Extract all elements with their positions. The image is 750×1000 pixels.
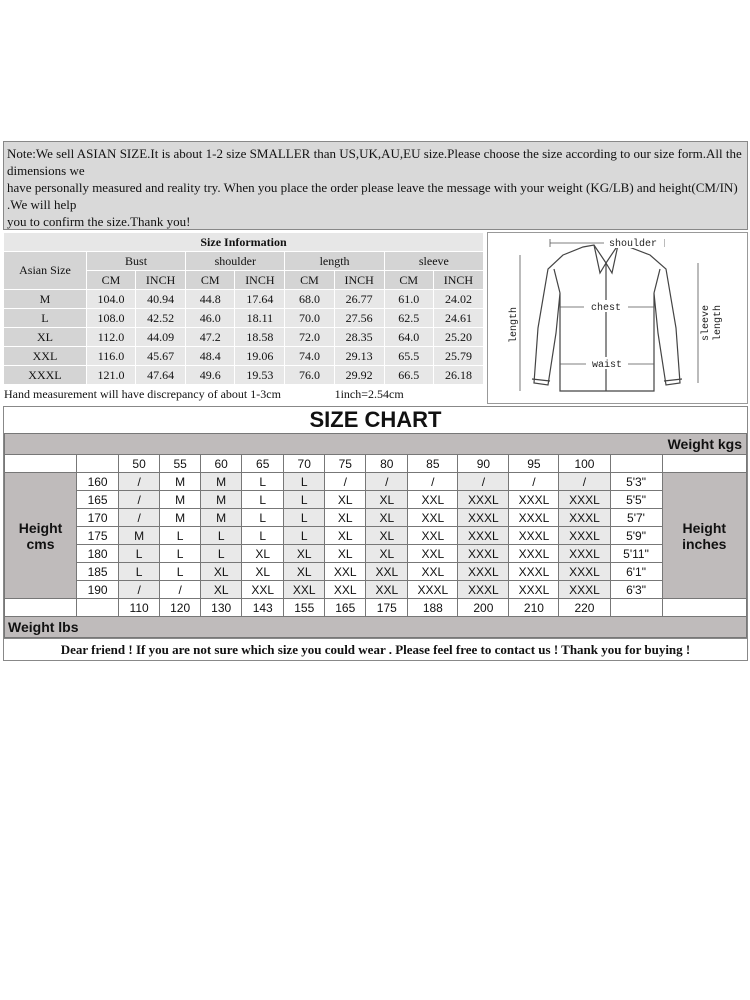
unit-inch: INCH <box>433 271 483 290</box>
footer-message: Dear friend ! If you are not sure which size you could wear . Please feel free to contact us ! Thank you for buying ! <box>3 639 748 661</box>
measurement-footnote: Hand measurement will have discrepancy of about 1-3cm <box>4 385 335 404</box>
weight-lbs: 200 <box>458 599 509 617</box>
size-cell: / <box>119 581 160 599</box>
label-length: length <box>509 306 521 344</box>
size-cell: XL <box>325 509 366 527</box>
group-sleeve: sleeve <box>384 252 483 271</box>
size-cell: M <box>160 491 201 509</box>
size-chart-title: SIZE CHART <box>309 407 442 432</box>
height-inch: 5'9" <box>610 527 662 545</box>
measurement-value: 64.0 <box>384 328 433 347</box>
weight-kg-row <box>5 455 747 473</box>
measurement-value: 66.5 <box>384 366 433 385</box>
weight-lbs-row <box>5 599 747 617</box>
size-cell: M <box>160 473 201 491</box>
size-information-table <box>3 232 484 404</box>
weight-lbs: 120 <box>160 599 201 617</box>
measurement-value: 108.0 <box>86 309 135 328</box>
measurement-value: 17.64 <box>235 290 285 309</box>
group-bust: Bust <box>86 252 185 271</box>
measurement-value: 70.0 <box>285 309 334 328</box>
blank-cell <box>5 599 77 617</box>
size-cell: XXL <box>408 527 458 545</box>
size-cell: L <box>284 491 325 509</box>
measurement-value: 47.64 <box>136 366 186 385</box>
measurement-value: 40.94 <box>136 290 186 309</box>
size-chart-row <box>5 491 747 509</box>
size-cell: XXL <box>242 581 284 599</box>
weight-lbs: 188 <box>408 599 458 617</box>
size-cell: L <box>242 491 284 509</box>
size-cell: XL <box>325 545 366 563</box>
size-chart-row <box>5 581 747 599</box>
size-label: XL <box>4 328 87 347</box>
height-cm: 180 <box>77 545 119 563</box>
size-cell: XXXL <box>559 545 610 563</box>
height-cm: 170 <box>77 509 119 527</box>
note-line-1: Note:We sell ASIAN SIZE.It is about 1-2 size SMALLER than US,UK,AU,EU size.Please choose the size according to our size form.All the dimensions we <box>7 146 742 178</box>
unit-cm: CM <box>86 271 135 290</box>
size-cell: XXXL <box>559 491 610 509</box>
unit-cm: CM <box>384 271 433 290</box>
label-chest: chest <box>591 303 622 314</box>
size-label: L <box>4 309 87 328</box>
size-cell: XXL <box>325 581 366 599</box>
height-inch: 5'7' <box>610 509 662 527</box>
asian-size-label: Asian Size <box>4 252 87 290</box>
measurement-value: 48.4 <box>186 347 235 366</box>
size-cell: / <box>559 473 610 491</box>
height-cm: 185 <box>77 563 119 581</box>
measurement-value: 112.0 <box>86 328 135 347</box>
measurement-value: 25.20 <box>433 328 483 347</box>
size-cell: XXXL <box>509 581 559 599</box>
height-inch: 6'1" <box>610 563 662 581</box>
size-cell: L <box>284 509 325 527</box>
size-cell: XL <box>242 545 284 563</box>
measurement-value: 24.02 <box>433 290 483 309</box>
size-cell: XXL <box>325 563 366 581</box>
size-cell: L <box>201 527 242 545</box>
height-inches-label-1: Height <box>682 519 727 536</box>
weight-lbs-label: Weight lbs <box>5 617 747 638</box>
size-cell: XXL <box>408 545 458 563</box>
size-cell: XXL <box>408 509 458 527</box>
size-cell: XXXL <box>509 545 559 563</box>
size-info-row <box>4 366 484 385</box>
unit-cm: CM <box>186 271 235 290</box>
weight-kg: 90 <box>458 455 509 473</box>
size-cell: XXXL <box>509 491 559 509</box>
size-cell: L <box>160 563 201 581</box>
size-cell: XL <box>284 563 325 581</box>
label-shoulder: shoulder <box>609 239 658 250</box>
measurement-value: 42.52 <box>136 309 186 328</box>
weight-kg: 50 <box>119 455 160 473</box>
size-info-row <box>4 290 484 309</box>
height-inch: 5'5" <box>610 491 662 509</box>
size-cell: XL <box>325 527 366 545</box>
measurement-value: 61.0 <box>384 290 433 309</box>
weight-lbs: 210 <box>509 599 559 617</box>
label-sleeve-length: length <box>713 304 725 342</box>
size-cell: L <box>119 545 160 563</box>
size-cell: XXXL <box>559 563 610 581</box>
size-cell: M <box>201 473 242 491</box>
measurement-value: 47.2 <box>186 328 235 347</box>
size-cell: / <box>509 473 559 491</box>
blank-cell <box>77 599 119 617</box>
weight-lbs: 155 <box>284 599 325 617</box>
measurement-value: 25.79 <box>433 347 483 366</box>
size-cell: / <box>119 491 160 509</box>
height-inches-label-2: inches <box>682 535 727 552</box>
size-cell: XL <box>242 563 284 581</box>
measurement-value: 104.0 <box>86 290 135 309</box>
height-inch: 6'3" <box>610 581 662 599</box>
weight-lbs: 110 <box>119 599 160 617</box>
size-cell: / <box>119 473 160 491</box>
size-cell: XXXL <box>458 581 509 599</box>
size-chart-grid <box>4 433 747 638</box>
size-cell: L <box>119 563 160 581</box>
weight-lbs: 220 <box>559 599 610 617</box>
weight-kg: 80 <box>366 455 408 473</box>
measurement-value: 44.8 <box>186 290 235 309</box>
size-cell: M <box>201 491 242 509</box>
height-inches-label <box>662 473 746 599</box>
measurement-value: 121.0 <box>86 366 135 385</box>
measurement-value: 29.13 <box>334 347 384 366</box>
measurement-value: 116.0 <box>86 347 135 366</box>
size-cell: XL <box>366 545 408 563</box>
measurement-value: 26.18 <box>433 366 483 385</box>
size-cell: XL <box>366 509 408 527</box>
size-cell: XXXL <box>509 527 559 545</box>
size-chart-row <box>5 563 747 581</box>
label-sleeve: sleeve <box>701 304 713 342</box>
group-shoulder: shoulder <box>186 252 285 271</box>
size-cell: XL <box>366 527 408 545</box>
size-cell: XXXL <box>559 527 610 545</box>
size-cell: L <box>284 473 325 491</box>
unit-cm: CM <box>285 271 334 290</box>
size-cell: XXXL <box>458 509 509 527</box>
size-cell: XXL <box>284 581 325 599</box>
measurement-value: 28.35 <box>334 328 384 347</box>
weight-kg: 60 <box>201 455 242 473</box>
weight-kg: 85 <box>408 455 458 473</box>
size-cell: / <box>160 581 201 599</box>
size-note <box>3 141 748 230</box>
size-cell: / <box>119 509 160 527</box>
weight-lbs: 165 <box>325 599 366 617</box>
measurement-value: 76.0 <box>285 366 334 385</box>
blank-cell <box>662 455 746 473</box>
size-cell: L <box>160 545 201 563</box>
size-cell: XL <box>201 581 242 599</box>
size-cell: XXXL <box>509 563 559 581</box>
size-cell: XL <box>201 563 242 581</box>
height-inch: 5'3" <box>610 473 662 491</box>
height-cms-label-2: cms <box>26 535 55 552</box>
size-cell: L <box>242 473 284 491</box>
blank-cell <box>662 599 746 617</box>
size-chart <box>3 406 748 639</box>
blank-cell <box>610 455 662 473</box>
shirt-diagram <box>487 232 748 404</box>
height-cm: 165 <box>77 491 119 509</box>
weight-kg: 65 <box>242 455 284 473</box>
size-label: XXXL <box>4 366 87 385</box>
weight-kg: 70 <box>284 455 325 473</box>
note-line-2: have personally measured and reality try. When you place the order please leave the message with your weight (KG/LB) and height(CM/IN) .We will help <box>7 180 738 212</box>
weight-kg: 95 <box>509 455 559 473</box>
size-cell: L <box>160 527 201 545</box>
size-cell: L <box>201 545 242 563</box>
note-line-3: you to confirm the size.Thank you! <box>7 214 191 229</box>
unit-inch: INCH <box>334 271 384 290</box>
group-length: length <box>285 252 384 271</box>
measurement-value: 18.58 <box>235 328 285 347</box>
size-cell: XXL <box>366 563 408 581</box>
measurement-value: 68.0 <box>285 290 334 309</box>
inch-conversion: 1inch=2.54cm <box>334 385 483 404</box>
size-info-row <box>4 309 484 328</box>
unit-inch: INCH <box>235 271 285 290</box>
size-info-row <box>4 328 484 347</box>
measurement-value: 72.0 <box>285 328 334 347</box>
size-cell: XXL <box>408 491 458 509</box>
measurement-value: 44.09 <box>136 328 186 347</box>
size-cell: XXXL <box>408 581 458 599</box>
blank-cell <box>5 455 77 473</box>
measurement-value: 45.67 <box>136 347 186 366</box>
size-cell: XXXL <box>509 509 559 527</box>
size-info-title: Size Information <box>4 233 484 252</box>
blank-cell <box>77 455 119 473</box>
measurement-value: 19.53 <box>235 366 285 385</box>
size-cell: XL <box>366 491 408 509</box>
size-cell: XXL <box>408 563 458 581</box>
weight-kg: 55 <box>160 455 201 473</box>
blank-cell <box>610 599 662 617</box>
size-cell: XXXL <box>458 527 509 545</box>
measurement-value: 49.6 <box>186 366 235 385</box>
size-chart-row <box>5 545 747 563</box>
measurement-value: 74.0 <box>285 347 334 366</box>
size-cell: / <box>458 473 509 491</box>
size-chart-row <box>5 509 747 527</box>
size-cell: L <box>284 527 325 545</box>
size-cell: XXXL <box>559 509 610 527</box>
size-cell: XXXL <box>458 563 509 581</box>
measurement-value: 65.5 <box>384 347 433 366</box>
height-inch: 5'11" <box>610 545 662 563</box>
size-cell: / <box>325 473 366 491</box>
size-cell: XXXL <box>559 581 610 599</box>
size-label: XXL <box>4 347 87 366</box>
label-waist: waist <box>592 360 623 371</box>
size-cell: L <box>242 509 284 527</box>
size-cell: M <box>160 509 201 527</box>
weight-kg: 100 <box>559 455 610 473</box>
size-chart-row <box>5 527 747 545</box>
weight-kg: 75 <box>325 455 366 473</box>
weight-lbs: 175 <box>366 599 408 617</box>
measurement-value: 62.5 <box>384 309 433 328</box>
size-cell: XXL <box>366 581 408 599</box>
shirt-illustration <box>488 233 748 403</box>
size-cell: M <box>201 509 242 527</box>
size-cell: M <box>119 527 160 545</box>
measurement-value: 24.61 <box>433 309 483 328</box>
height-cms-label <box>5 473 77 599</box>
height-cm: 190 <box>77 581 119 599</box>
size-cell: XXXL <box>458 491 509 509</box>
weight-lbs: 130 <box>201 599 242 617</box>
size-cell: XXXL <box>458 545 509 563</box>
measurement-value: 18.11 <box>235 309 285 328</box>
measurement-value: 27.56 <box>334 309 384 328</box>
size-cell: XL <box>284 545 325 563</box>
size-cell: XL <box>325 491 366 509</box>
height-cm: 160 <box>77 473 119 491</box>
size-cell: / <box>408 473 458 491</box>
unit-inch: INCH <box>136 271 186 290</box>
height-cms-label-1: Height <box>18 519 63 536</box>
size-cell: / <box>366 473 408 491</box>
size-cell: L <box>242 527 284 545</box>
measurement-value: 19.06 <box>235 347 285 366</box>
measurement-value: 29.92 <box>334 366 384 385</box>
size-chart-row <box>5 473 747 491</box>
weight-lbs: 143 <box>242 599 284 617</box>
measurement-value: 26.77 <box>334 290 384 309</box>
size-label: M <box>4 290 87 309</box>
height-cm: 175 <box>77 527 119 545</box>
measurement-value: 46.0 <box>186 309 235 328</box>
size-info-row <box>4 347 484 366</box>
weight-kgs-label: Weight kgs <box>5 434 747 455</box>
